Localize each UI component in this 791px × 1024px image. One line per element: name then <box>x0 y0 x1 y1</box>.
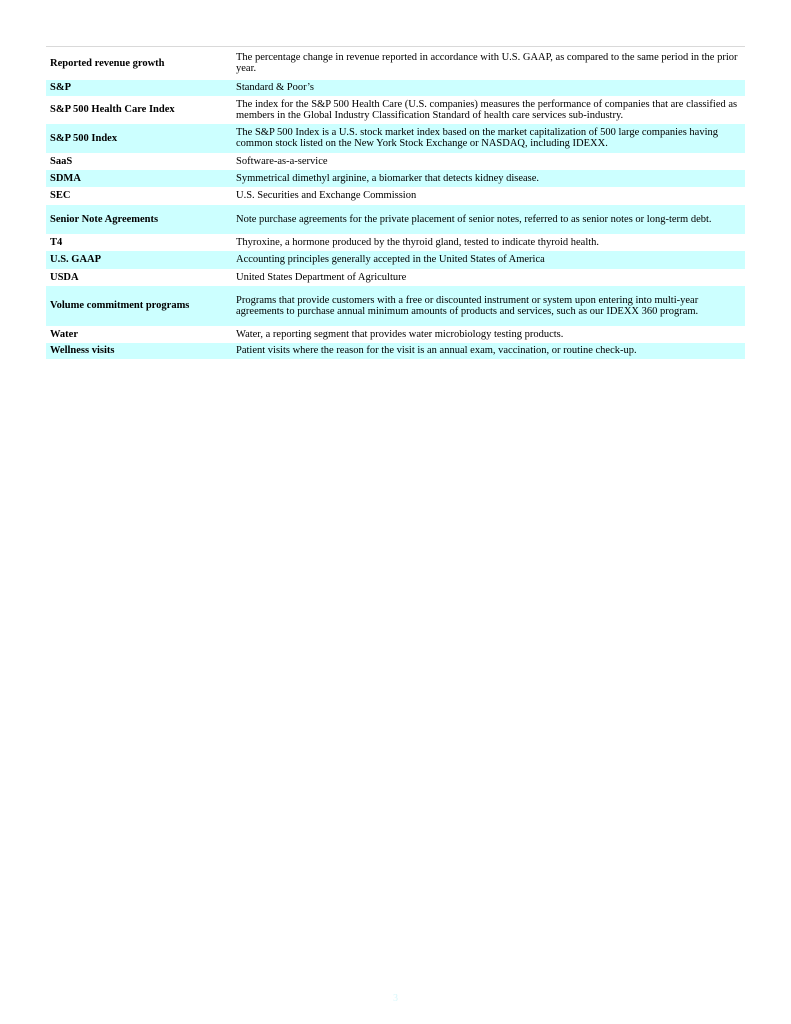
page-number: 3 <box>393 993 398 1004</box>
glossary-row <box>46 343 745 359</box>
glossary-definition: Symmetrical dimethyl arginine, a biomarker that detects kidney disease. <box>236 170 745 187</box>
glossary-row <box>46 286 745 326</box>
glossary-term: Wellness visits <box>46 343 236 359</box>
glossary-term: T4 <box>50 236 63 248</box>
glossary-definition: Programs that provide customers with a free or discounted instrument or system upon entering into multi-year agreements to purchase annual minimum amounts of products and services, such as our IDEXX 360 program. <box>236 286 745 326</box>
glossary-term: SaaS <box>50 155 73 167</box>
glossary-term: S&P 500 Health Care Index <box>50 104 175 115</box>
glossary-row <box>46 170 745 187</box>
glossary-definition: Software-as-a-service <box>236 155 328 167</box>
glossary-row <box>46 47 745 80</box>
glossary-row <box>46 187 745 205</box>
glossary-row <box>46 80 745 96</box>
glossary-definition: Standard & Poor’s <box>236 80 745 96</box>
glossary-term: S&P <box>46 80 236 96</box>
glossary-definition: United States Department of Agriculture <box>236 271 407 283</box>
glossary-term: Water <box>50 328 78 340</box>
glossary-row <box>46 96 745 124</box>
glossary-term: SDMA <box>46 170 236 187</box>
glossary-definition: The index for the S&P 500 Health Care (U.S. companies) measures the performance of companies that are classified as members in the Global Industry Classification Standard of health care services sub-industry. <box>236 98 738 121</box>
glossary-table <box>46 46 745 359</box>
glossary-term: Volume commitment programs <box>46 286 236 326</box>
glossary-definition: Water, a reporting segment that provides water microbiology testing products. <box>236 328 564 340</box>
glossary-definition: The S&P 500 Index is a U.S. stock market index based on the market capitalization of 500 large companies having common stock listed on the New York Stock Exchange or NASDAQ, including IDEXX. <box>236 124 745 153</box>
glossary-definition: Accounting principles generally accepted in the United States of America <box>236 251 745 269</box>
glossary-definition: The percentage change in revenue reported in accordance with U.S. GAAP, as compared to the same period in the prior year. <box>236 52 738 75</box>
glossary-row <box>46 153 745 170</box>
glossary-definition: Note purchase agreements for the private placement of senior notes, referred to as senior notes or long-term debt. <box>236 205 745 234</box>
glossary-term: Senior Note Agreements <box>46 205 236 234</box>
glossary-term: S&P 500 Index <box>46 124 236 153</box>
glossary-row <box>46 205 745 234</box>
glossary-row <box>46 269 745 286</box>
glossary-definition: U.S. Securities and Exchange Commission <box>236 190 417 201</box>
glossary-term: Reported revenue growth <box>50 57 165 69</box>
glossary-term: USDA <box>50 271 79 283</box>
glossary-term: SEC <box>50 190 71 201</box>
glossary-definition: Patient visits where the reason for the visit is an annual exam, vaccination, or routine check-up. <box>236 343 745 359</box>
glossary-definition: Thyroxine, a hormone produced by the thyroid gland, tested to indicate thyroid health. <box>236 236 600 248</box>
glossary-term: U.S. GAAP <box>46 251 236 269</box>
glossary-row <box>46 124 745 153</box>
glossary-row <box>46 234 745 251</box>
glossary-row <box>46 326 745 343</box>
glossary-row <box>46 251 745 269</box>
